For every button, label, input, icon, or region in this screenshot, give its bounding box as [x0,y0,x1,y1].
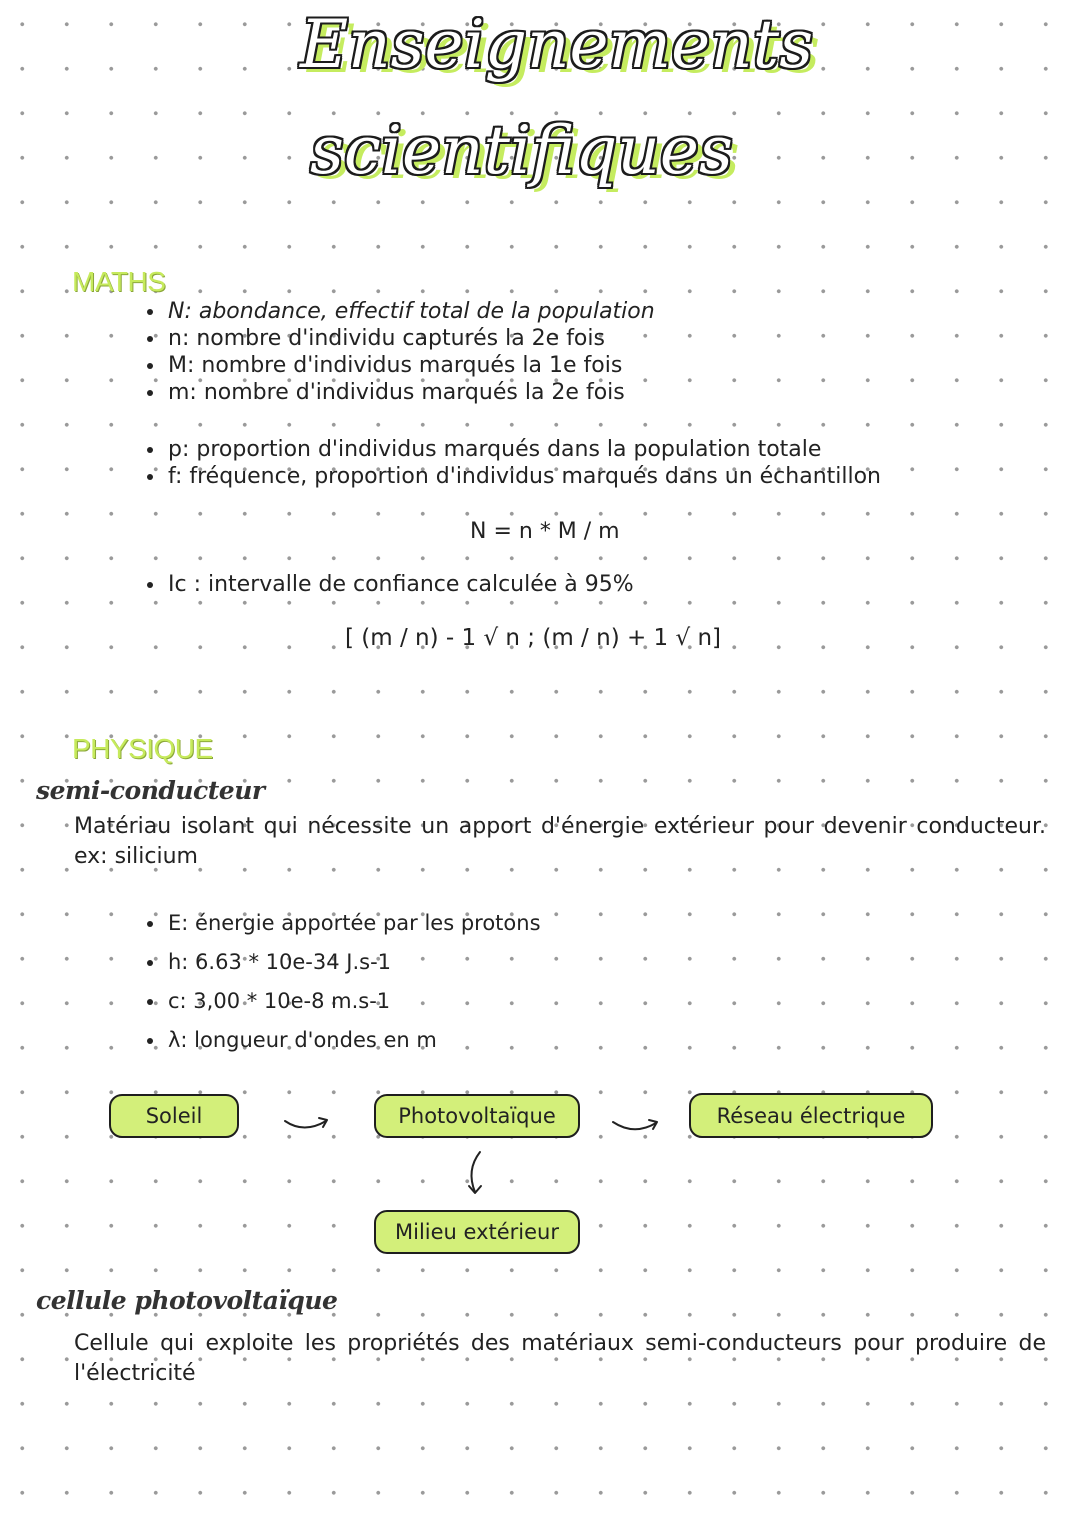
list-item: • Ic : intervalle de confiance calculée à 95% [166,571,634,598]
semiconductor-title: semi-conducteur [36,776,265,805]
list-item: • N: abondance, effectif total de la population [166,298,655,325]
cell-title: cellule photovoltaïque [36,1286,338,1315]
arrow-pv-to-milieu-icon [462,1148,488,1200]
abundance-formula: N = n * M / m [470,519,620,544]
list-item: • M: nombre d'individus marqués la 1e fois [166,352,655,379]
soleil-label: Soleil [145,1104,203,1128]
arrow-pv-to-reseau-icon [610,1114,662,1138]
maths-proportions-list [136,436,881,490]
list-item: • h: 6.63 * 10e-34 J.s-1 [166,943,541,982]
list-item: • λ: longueur d'ondes en m [166,1021,541,1060]
maths-definitions-list [136,298,655,406]
list-item: • m: nombre d'individus marqués la 2e fois [166,379,655,406]
confidence-list [136,571,634,598]
title-line-1: Enseignements [300,6,814,83]
list-item: • f: fréquence, proportion d'individus marqués dans un échantillon [166,463,881,490]
reseau-box [689,1093,933,1138]
milieu-box [374,1210,580,1254]
list-item: • p: proportion d'individus marqués dans la population totale [166,436,881,463]
confidence-formula: [ (m / n) - 1 √ n ; (m / n) + 1 √ n] [345,625,722,651]
reseau-label: Réseau électrique [716,1103,906,1128]
cell-definition: Cellule qui exploite les propriétés des matériaux semi-conducteurs pour produire de l'électricité [74,1331,1046,1386]
constants-list [136,904,541,1060]
arrow-soleil-to-pv-icon [282,1112,332,1136]
title-line-2: scientifiques [310,112,733,189]
list-item: • n: nombre d'individu capturés la 2e fois [166,325,655,352]
photovoltaique-box [374,1094,580,1138]
list-item: • c: 3,00 * 10e-8 m.s-1 [166,982,541,1021]
maths-heading: MATHS [72,266,166,297]
semiconductor-definition: Matériau isolant qui nécessite un apport d'énergie extérieur pour devenir conducteur. ex: silicium [74,814,1046,869]
physique-heading: PHYSIQUE [72,733,213,764]
photovoltaique-label: Photovoltaïque [398,1104,556,1128]
list-item: • E: énergie apportée par les protons [166,904,541,943]
soleil-box [109,1094,239,1138]
milieu-label: Milieu extérieur [395,1220,559,1244]
